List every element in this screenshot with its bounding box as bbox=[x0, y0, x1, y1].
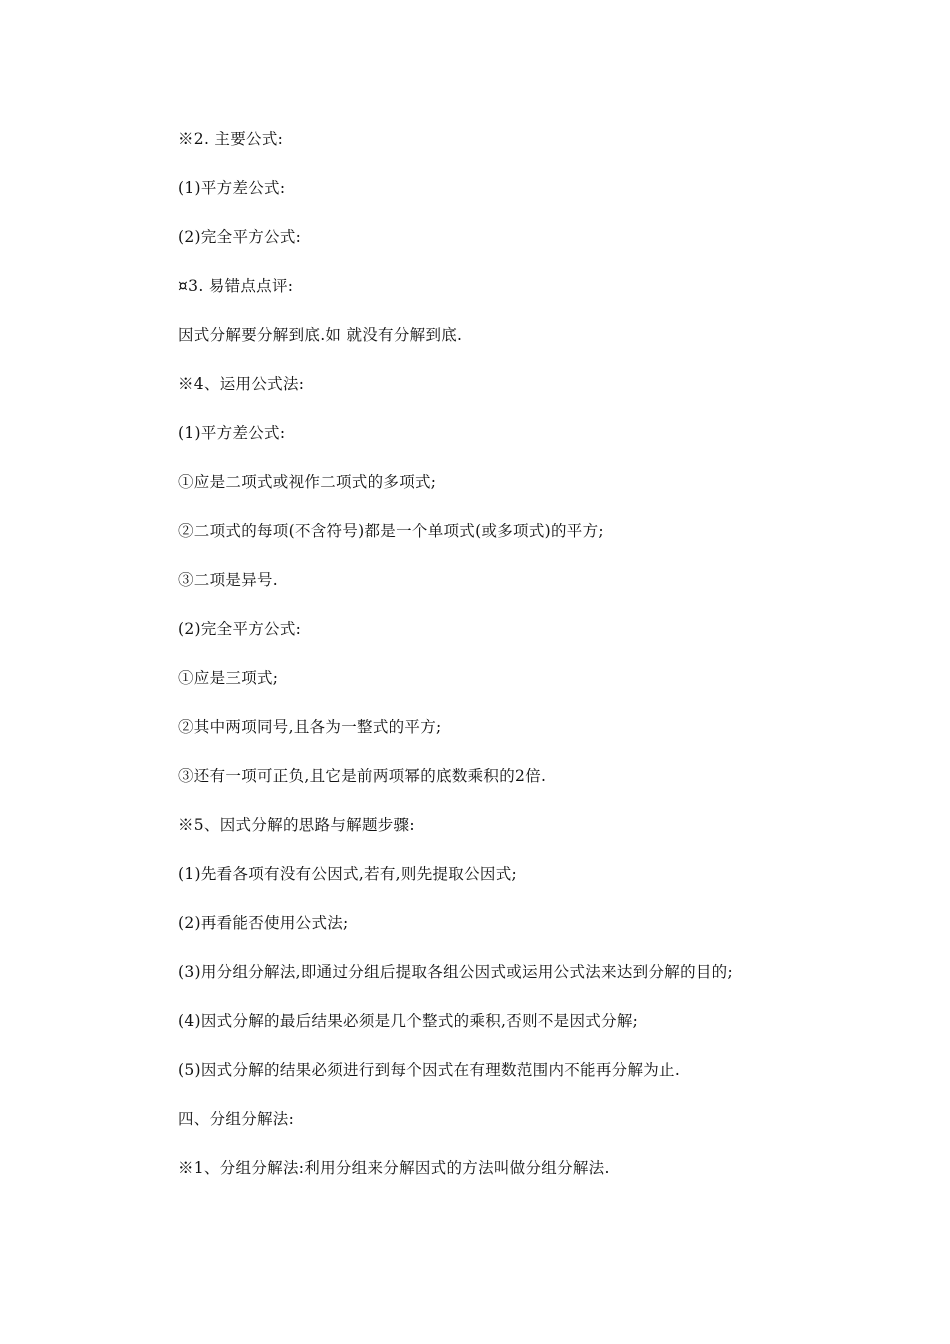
section-heading-formula-method: ※4、运用公式法: bbox=[178, 375, 305, 393]
perfect-square-subheading: (2)完全平方公式: bbox=[178, 620, 302, 638]
dos-rule-3: ③二项是异号. bbox=[178, 571, 279, 589]
factoring-step-5: (5)因式分解的结果必须进行到每个因式在有理数范围内不能再分解为止. bbox=[178, 1061, 681, 1079]
section-heading-common-errors: ¤3. 易错点点评: bbox=[178, 277, 294, 295]
factoring-step-2: (2)再看能否使用公式法; bbox=[178, 914, 349, 932]
ps-rule-1: ①应是三项式; bbox=[178, 669, 279, 687]
factoring-step-1: (1)先看各项有没有公因式,若有,则先提取公因式; bbox=[178, 865, 518, 883]
factoring-step-3: (3)用分组分解法,即通过分组后提取各组公因式或运用公式法来达到分解的目的; bbox=[178, 963, 734, 981]
difference-of-squares-heading: (1)平方差公式: bbox=[178, 179, 286, 197]
dos-rule-1: ①应是二项式或视作二项式的多项式; bbox=[178, 473, 437, 491]
perfect-square-heading: (2)完全平方公式: bbox=[178, 228, 302, 246]
factoring-step-4: (4)因式分解的最后结果必须是几个整式的乘积,否则不是因式分解; bbox=[178, 1012, 639, 1030]
dos-rule-2: ②二项式的每项(不含符号)都是一个单项式(或多项式)的平方; bbox=[178, 522, 604, 540]
grouping-definition: ※1、分组分解法:利用分组来分解因式的方法叫做分组分解法. bbox=[178, 1159, 610, 1177]
difference-of-squares-subheading: (1)平方差公式: bbox=[178, 424, 286, 442]
section-heading-main-formulas: ※2. 主要公式: bbox=[178, 130, 284, 148]
ps-rule-3: ③还有一项可正负,且它是前两项幂的底数乘积的2倍. bbox=[178, 767, 547, 785]
chapter-heading-grouping: 四、分组分解法: bbox=[178, 1110, 295, 1128]
common-error-note: 因式分解要分解到底.如 就没有分解到底. bbox=[178, 326, 463, 344]
ps-rule-2: ②其中两项同号,且各为一整式的平方; bbox=[178, 718, 442, 736]
document-body bbox=[178, 124, 878, 1202]
section-heading-factoring-steps: ※5、因式分解的思路与解题步骤: bbox=[178, 816, 415, 834]
